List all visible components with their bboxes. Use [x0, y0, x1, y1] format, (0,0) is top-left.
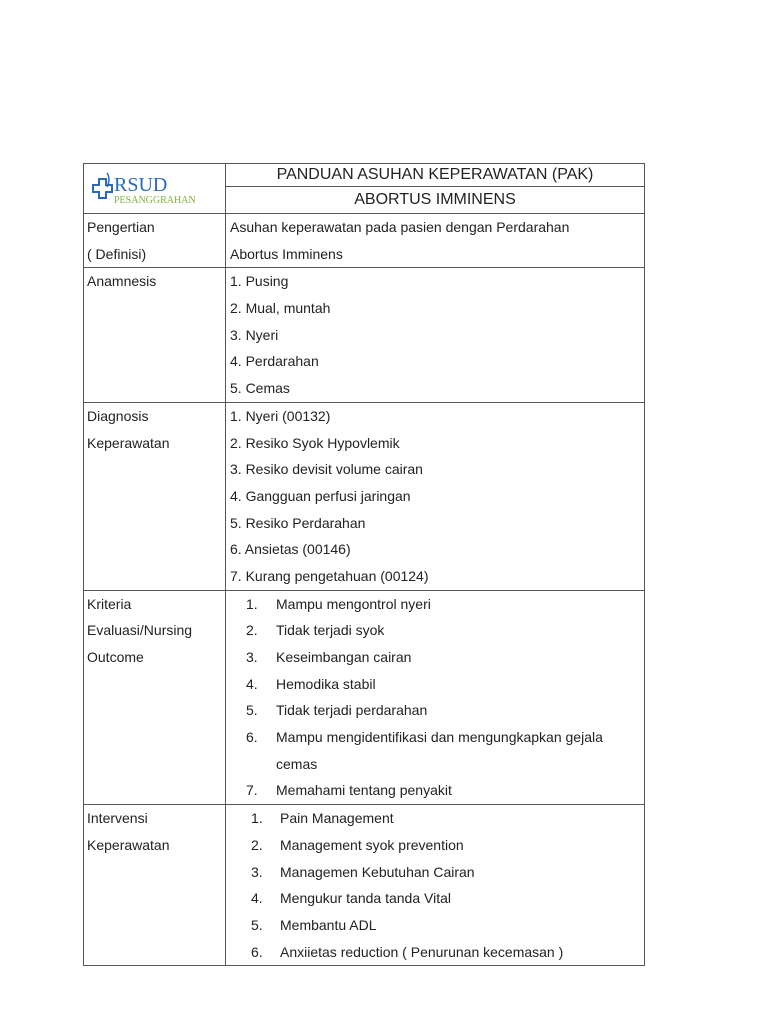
item-number: 1. [246, 595, 258, 612]
item-text: Management syok prevention [280, 836, 464, 853]
list-item: 7. Kurang pengetahuan (00124) [230, 567, 429, 584]
item-text: cemas [276, 755, 318, 772]
table-cell [226, 402, 645, 590]
table-cell [84, 805, 226, 966]
row-label: Keperawatan [87, 836, 170, 853]
item-text: Mampu mengidentifikasi dan mengungkapkan gejala [276, 729, 603, 746]
row-diagnosis [84, 402, 645, 590]
table-cell [84, 402, 226, 590]
item-number: 2. [251, 836, 263, 853]
table-cell [226, 268, 645, 402]
list-item: 2. Mual, muntah [230, 300, 331, 317]
logo-cell [84, 164, 226, 214]
list-item [230, 832, 644, 859]
list-item [230, 671, 644, 698]
list-item [230, 697, 644, 724]
row-label: ( Definisi) [87, 245, 147, 262]
item-number: 6. [251, 943, 263, 960]
list-item [230, 805, 644, 832]
item-text: Tidak terjadi perdarahan [276, 702, 428, 719]
row-label: Intervensi [87, 810, 148, 827]
row-label: Anamnesis [87, 273, 157, 290]
list-item [230, 912, 644, 939]
list-item [230, 777, 644, 804]
item-number: 5. [251, 916, 263, 933]
row-content: Asuhan keperawatan pada pasien dengan Perdarahan [230, 219, 570, 235]
item-number: 1. [251, 810, 263, 827]
row-kriteria [84, 590, 645, 805]
row-label: Kriteria [87, 595, 132, 612]
title-cell [226, 164, 645, 214]
item-number: 7. [246, 782, 258, 799]
header-row [84, 164, 645, 214]
row-label: Diagnosis [87, 407, 149, 424]
list-item [230, 617, 644, 644]
row-content: Abortus Imminens [230, 245, 343, 262]
document-title: PANDUAN ASUHAN KEPERAWATAN (PAK) [226, 164, 644, 187]
list-item: 1. Nyeri (00132) [230, 407, 331, 424]
item-text: Membantu ADL [280, 916, 377, 933]
list-item: 1. Pusing [230, 273, 289, 290]
row-label: Keperawatan [87, 434, 170, 451]
item-number: 4. [251, 890, 263, 907]
row-pengertian [84, 214, 645, 268]
list-item: 4. Perdarahan [230, 353, 319, 370]
list-item [230, 939, 644, 966]
svg-text:RSUD: RSUD [114, 174, 168, 196]
list-item [230, 751, 644, 778]
row-label: Pengertian [87, 219, 155, 235]
list-item: 6. Ansietas (00146) [230, 541, 351, 558]
item-text: Anxiietas reduction ( Penurunan kecemasan ) [280, 943, 564, 960]
item-text: Keseimbangan cairan [276, 649, 412, 665]
item-text: Hemodika stabil [276, 675, 376, 692]
list-item [230, 591, 644, 618]
table-cell [84, 268, 226, 402]
list-item: 4. Gangguan perfusi jaringan [230, 487, 411, 504]
row-label: Evaluasi/Nursing [87, 622, 193, 639]
list-item [230, 724, 644, 751]
table-cell [84, 214, 226, 268]
row-anamnesis [84, 268, 645, 402]
item-text: Memahami tentang penyakit [276, 782, 452, 799]
item-number: 3. [251, 863, 263, 880]
list-item [230, 859, 644, 886]
item-number: 4. [246, 675, 258, 692]
pak-table [83, 163, 645, 966]
item-number: 5. [246, 702, 258, 719]
document-subtitle: ABORTUS IMMINENS [354, 191, 516, 208]
list-item: 3. Resiko devisit volume cairan [230, 461, 423, 478]
table-cell [226, 214, 645, 268]
item-number: 2. [246, 622, 258, 639]
list-item [230, 644, 644, 671]
table-cell [84, 590, 226, 805]
rsud-logo [87, 167, 202, 207]
item-text: Mampu mengontrol nyeri [276, 595, 431, 612]
item-text: Managemen Kebutuhan Cairan [280, 863, 475, 880]
list-item: 5. Cemas [230, 380, 290, 397]
row-intervensi [84, 805, 645, 966]
item-text: Tidak terjadi syok [276, 622, 385, 639]
list-item: 3. Nyeri [230, 326, 279, 343]
svg-text:PESANGGRAHAN: PESANGGRAHAN [114, 195, 196, 206]
item-text: Pain Management [280, 810, 394, 827]
item-number: 6. [246, 729, 258, 746]
item-text: Mengukur tanda tanda Vital [280, 890, 451, 907]
list-item [230, 885, 644, 912]
row-label: Outcome [87, 649, 144, 665]
list-item: 2. Resiko Syok Hypovlemik [230, 434, 400, 451]
list-item: 5. Resiko Perdarahan [230, 514, 366, 531]
table-cell [226, 590, 645, 805]
item-number: 3. [246, 649, 258, 665]
table-cell [226, 805, 645, 966]
